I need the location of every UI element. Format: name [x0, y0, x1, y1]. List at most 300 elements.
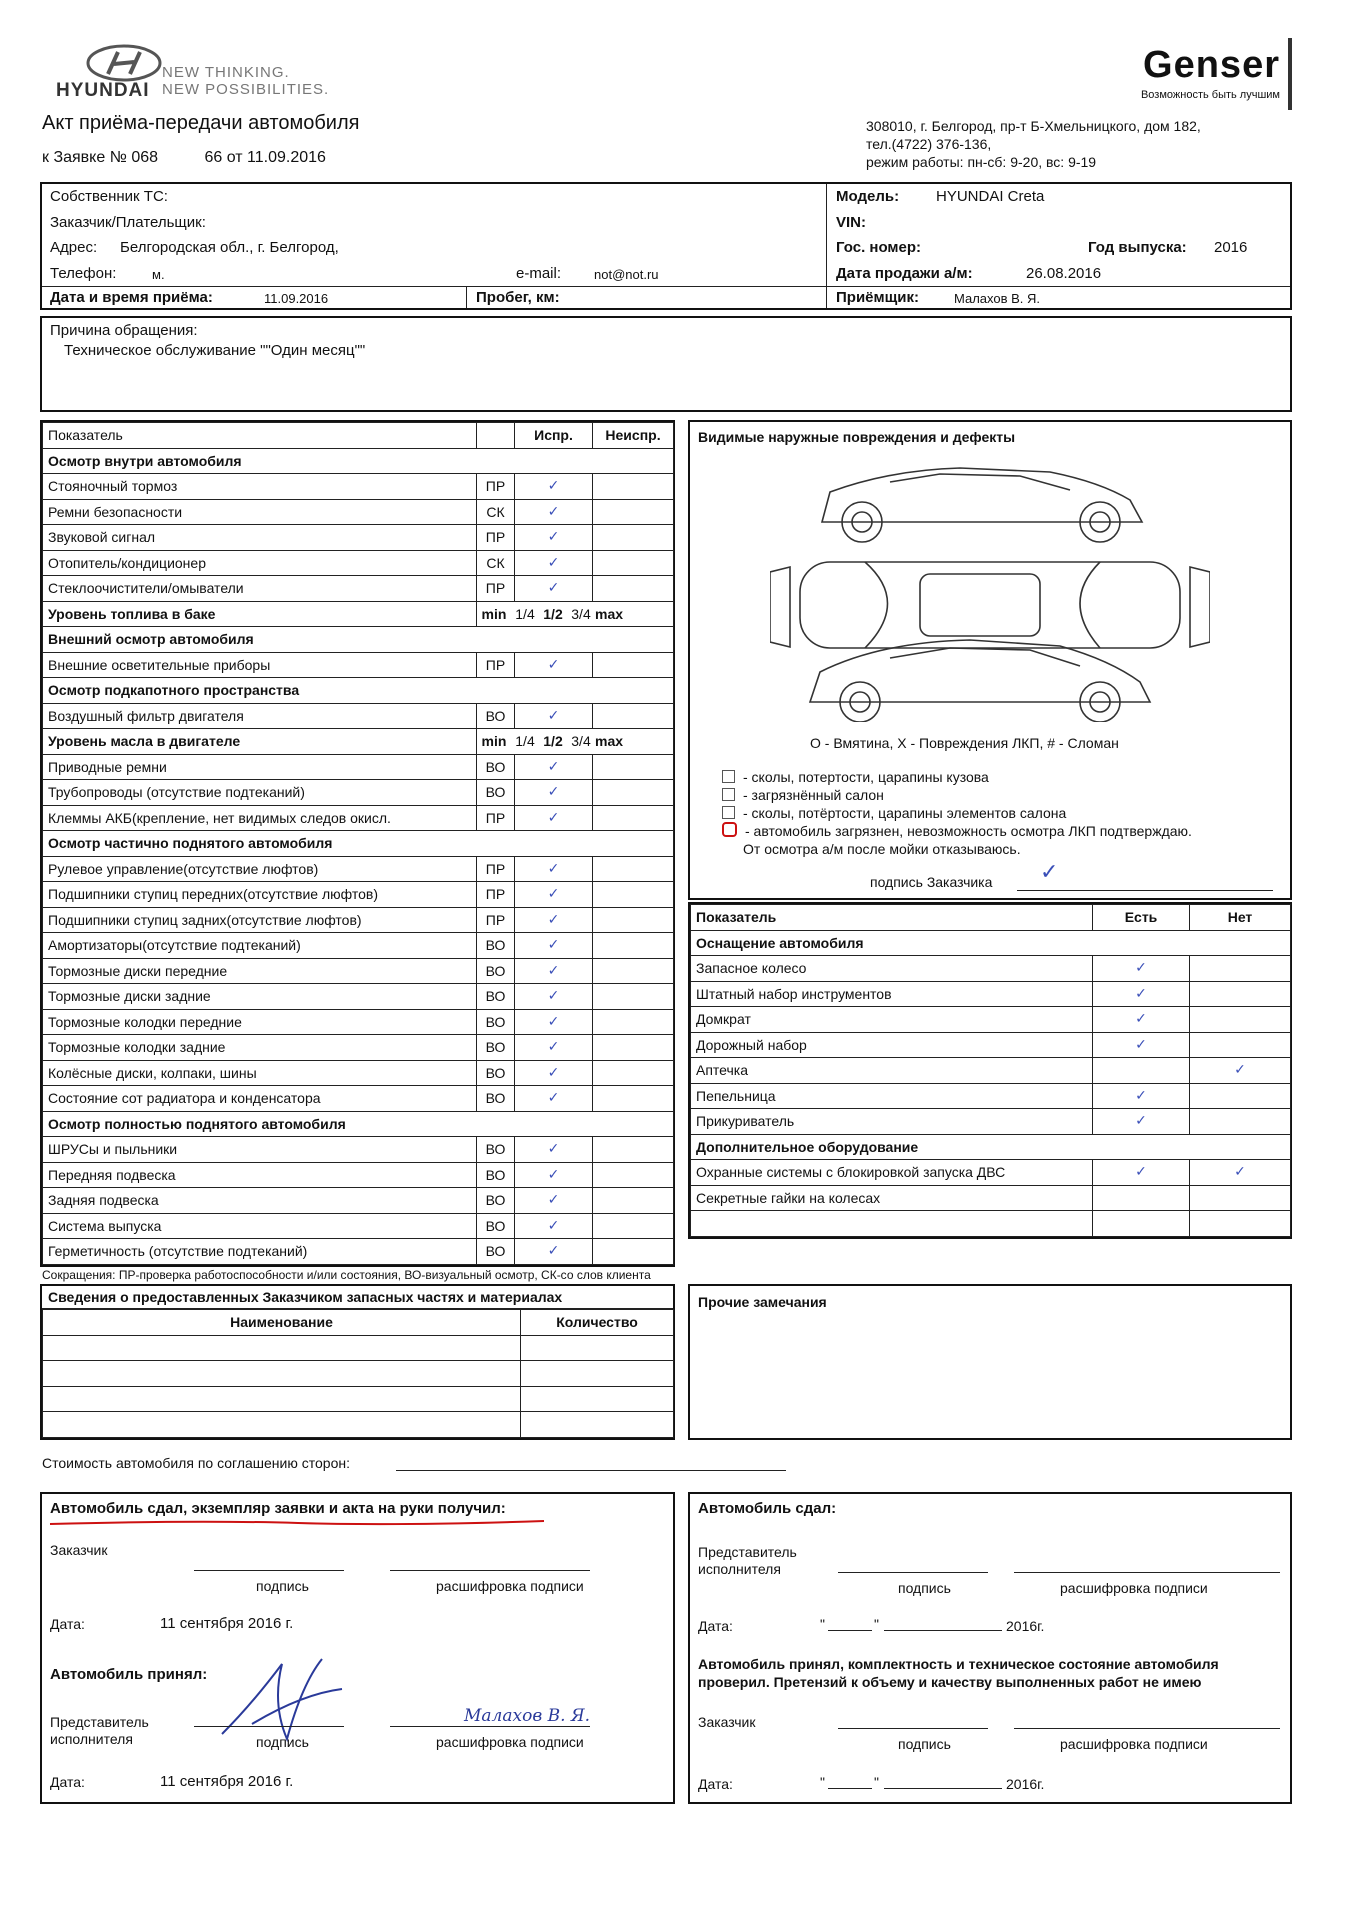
reason-value: Техническое обслуживание ""Один месяц"" — [64, 342, 366, 359]
dealer-name: Genser — [1143, 44, 1280, 86]
car-diagram-icon — [770, 452, 1210, 722]
level-label: Уровень топлива в баке — [43, 601, 477, 627]
inspection-row — [43, 933, 674, 959]
hyundai-logo — [44, 44, 344, 104]
bad-check[interactable] — [593, 499, 674, 525]
date-label-right-2: Дата: — [698, 1776, 733, 1792]
item-label: Клеммы АКБ(крепление, нет видимых следов окисл. — [43, 805, 477, 831]
rep-label-left-2: исполнителя — [50, 1731, 133, 1747]
ok-check[interactable]: ✓ — [515, 882, 593, 908]
dealer-phone: тел.(4722) 376-136, — [866, 136, 992, 152]
red-underline-icon — [48, 1518, 548, 1528]
rep-label-right-2: исполнителя — [698, 1561, 781, 1577]
inspection-row — [43, 525, 674, 551]
equipment-row — [691, 1211, 1291, 1237]
col-bad: Неиспр. — [593, 423, 674, 449]
ok-check[interactable]: ✓ — [515, 1188, 593, 1214]
checkbox-body-scratches[interactable] — [722, 770, 735, 783]
bad-check[interactable] — [593, 525, 674, 551]
cost-line — [396, 1470, 786, 1471]
equipment-label: Штатный набор инструментов — [691, 981, 1093, 1007]
inspection-table — [42, 422, 674, 1265]
dealer-logo — [1060, 44, 1280, 104]
inspection-row — [43, 1086, 674, 1112]
inspection-row — [43, 474, 674, 500]
ok-check[interactable]: ✓ — [515, 1060, 593, 1086]
bad-check[interactable] — [593, 984, 674, 1010]
ok-check[interactable]: ✓ — [515, 958, 593, 984]
rep-label-right-1: Представитель — [698, 1544, 797, 1560]
doc-title: Акт приёма-передачи автомобиля — [42, 112, 360, 134]
address-label: Адрес: — [50, 239, 98, 256]
sale-date-value: 26.08.2016 — [1026, 265, 1102, 282]
date-value-left-2: 11 сентября 2016 г. — [160, 1773, 294, 1790]
item-code: ПР — [477, 882, 515, 908]
ok-check[interactable]: ✓ — [515, 1239, 593, 1265]
inspection-row — [43, 1060, 674, 1086]
inspection-row — [43, 499, 674, 525]
yes-check[interactable] — [1093, 1211, 1190, 1237]
date-label-left-2: Дата: — [50, 1774, 85, 1790]
handover-right-box — [688, 1492, 1292, 1804]
date-close-right-2: " — [874, 1774, 879, 1790]
no-check[interactable] — [1190, 956, 1291, 982]
item-label: Амортизаторы(отсутствие подтеканий) — [43, 933, 477, 959]
parts-row — [43, 1412, 674, 1438]
equipment-label: Аптечка — [691, 1058, 1093, 1084]
inspection-row — [43, 652, 674, 678]
item-code: ВО — [477, 1009, 515, 1035]
owner-label: Собственник ТС: — [50, 188, 168, 205]
item-label: Стеклоочистители/омыватели — [43, 576, 477, 602]
bad-check[interactable] — [593, 754, 674, 780]
order-prefix: к Заявке № — [42, 149, 127, 166]
section-title: Внешний осмотр автомобиля — [43, 627, 674, 653]
section-title: Дополнительное оборудование — [691, 1134, 1291, 1160]
customer-label: Заказчик/Плательщик: — [50, 214, 206, 231]
item-code: ВО — [477, 933, 515, 959]
parts-row — [43, 1361, 674, 1387]
item-label: Подшипники ступиц передних(отсутствие люфтов) — [43, 882, 477, 908]
item-code: ПР — [477, 907, 515, 933]
level-row — [43, 601, 674, 627]
order-number: 068 — [131, 149, 159, 166]
sign-caption-1: подпись — [256, 1578, 309, 1594]
item-label: Колёсные диски, колпаки, шины — [43, 1060, 477, 1086]
level-option[interactable]: min — [481, 605, 507, 622]
sign-caption-2: подпись — [256, 1734, 309, 1750]
no-check[interactable] — [1190, 1211, 1291, 1237]
level-scale — [477, 729, 674, 755]
item-label: Тормозные колодки передние — [43, 1009, 477, 1035]
dealer-address: 308010, г. Белгород, пр-т Б-Хмельницкого, дом 182, — [866, 118, 1201, 134]
phone-value: м. — [152, 267, 165, 282]
item-code: ВО — [477, 958, 515, 984]
bad-check[interactable] — [593, 780, 674, 806]
equip-col-no: Нет — [1190, 905, 1291, 931]
bad-check[interactable] — [593, 1239, 674, 1265]
yes-check[interactable]: ✓ — [1093, 981, 1190, 1007]
bad-check[interactable] — [593, 1086, 674, 1112]
item-code: ПР — [477, 576, 515, 602]
model-label: Модель: — [836, 188, 900, 205]
item-label: Приводные ремни — [43, 754, 477, 780]
ok-check[interactable]: ✓ — [515, 499, 593, 525]
inspection-section-row — [43, 627, 674, 653]
ok-check[interactable]: ✓ — [515, 1162, 593, 1188]
equipment-row — [691, 956, 1291, 982]
sign-caption-right-2: подпись — [898, 1736, 951, 1752]
inspection-section-row — [43, 1111, 674, 1137]
order-ref — [42, 149, 326, 167]
level-option[interactable]: max — [595, 733, 624, 750]
customer-signature-mark: ✓ — [1040, 860, 1059, 885]
item-label: Подшипники ступиц задних(отсутствие люфтов) — [43, 907, 477, 933]
vin-label: VIN: — [836, 214, 866, 231]
bad-check[interactable] — [593, 1188, 674, 1214]
inspection-row — [43, 984, 674, 1010]
no-check[interactable] — [1190, 981, 1291, 1007]
item-label: Звуковой сигнал — [43, 525, 477, 551]
item-label: Тормозные диски задние — [43, 984, 477, 1010]
bad-check[interactable] — [593, 805, 674, 831]
dealer-address-block — [866, 117, 1201, 171]
item-label: Тормозные колодки задние — [43, 1035, 477, 1061]
item-label: Отопитель/кондиционер — [43, 550, 477, 576]
email-value: not@not.ru — [594, 267, 659, 282]
equipment-label: Охранные системы с блокировкой запуска ДВС — [691, 1160, 1093, 1186]
ok-check[interactable]: ✓ — [515, 1035, 593, 1061]
item-code: ВО — [477, 780, 515, 806]
level-row — [43, 729, 674, 755]
ok-check[interactable]: ✓ — [515, 1137, 593, 1163]
date-open-right-2: " — [820, 1774, 825, 1790]
datetime-value: 11.09.2016 — [264, 291, 329, 306]
brand-tagline-1: NEW THINKING. — [162, 64, 290, 81]
ok-check[interactable]: ✓ — [515, 576, 593, 602]
item-label: Трубопроводы (отсутствие подтеканий) — [43, 780, 477, 806]
yes-check[interactable]: ✓ — [1093, 956, 1190, 982]
date-label-left-1: Дата: — [50, 1616, 85, 1632]
section-title: Осмотр подкапотного пространства — [43, 678, 674, 704]
level-option[interactable]: 1/2 — [543, 605, 563, 622]
sign-caption-right-1: подпись — [898, 1580, 951, 1596]
inspection-row — [43, 1213, 674, 1239]
checkbox-dirty-interior[interactable] — [722, 788, 735, 801]
model-value: HYUNDAI Creta — [936, 188, 1045, 205]
item-label: ШРУСы и пыльники — [43, 1137, 477, 1163]
item-code: ВО — [477, 984, 515, 1010]
inspection-row — [43, 1188, 674, 1214]
item-code: ВО — [477, 1137, 515, 1163]
yes-check[interactable]: ✓ — [1093, 1032, 1190, 1058]
equipment-row — [691, 1185, 1291, 1211]
brand-tagline-2: NEW POSSIBILITIES. — [162, 81, 330, 98]
inspection-row — [43, 780, 674, 806]
item-label: Рулевое управление(отсутствие люфтов) — [43, 856, 477, 882]
decode-caption-right-1: расшифровка подписи — [1060, 1580, 1208, 1596]
item-code: ВО — [477, 754, 515, 780]
ok-check[interactable]: ✓ — [515, 1009, 593, 1035]
item-label: Герметичность (отсутствие подтеканий) — [43, 1239, 477, 1265]
equipment-row — [691, 1109, 1291, 1135]
ok-check[interactable]: ✓ — [515, 525, 593, 551]
handover-left-box — [40, 1492, 675, 1804]
level-label: Уровень масла в двигателе — [43, 729, 477, 755]
section-title: Осмотр полностью поднятого автомобиля — [43, 1111, 674, 1137]
accepted-text-right-1: Автомобиль принял, комплектность и техническое состояние автомобиля — [698, 1656, 1219, 1672]
level-option[interactable]: 1/2 — [543, 733, 563, 750]
item-label: Внешние осветительные приборы — [43, 652, 477, 678]
client-info-box — [40, 182, 1292, 310]
equipment-table-wrap — [688, 902, 1292, 1239]
option-extra-text: От осмотра а/м после мойки отказываюсь. — [743, 841, 1021, 857]
item-code: ВО — [477, 703, 515, 729]
plate-label: Гос. номер: — [836, 239, 922, 256]
bad-check[interactable] — [593, 1035, 674, 1061]
parts-col-qty: Количество — [521, 1310, 674, 1336]
no-check[interactable] — [1190, 1185, 1291, 1211]
option-dirty-interior: - загрязнённый салон — [722, 786, 1192, 804]
accepted-title-left: Автомобиль принял: — [50, 1666, 208, 1683]
bad-check[interactable] — [593, 882, 674, 908]
equipment-row — [691, 1032, 1291, 1058]
item-code: СК — [477, 550, 515, 576]
inspection-section-row — [43, 678, 674, 704]
dealer-slogan: Возможность быть лучшим — [1140, 89, 1280, 101]
yes-check[interactable]: ✓ — [1093, 1160, 1190, 1186]
parts-title: Сведения о предоставленных Заказчиком запасных частях и материалах — [42, 1286, 673, 1309]
date-year-right-1: 2016г. — [1006, 1618, 1045, 1634]
no-check[interactable]: ✓ — [1190, 1058, 1291, 1084]
customer-label-left: Заказчик — [50, 1542, 108, 1558]
inspection-row — [43, 856, 674, 882]
year-value: 2016 — [1214, 239, 1248, 256]
inspection-row — [43, 958, 674, 984]
decode-caption-2: расшифровка подписи — [436, 1734, 584, 1750]
bad-check[interactable] — [593, 907, 674, 933]
decode-caption-1: расшифровка подписи — [436, 1578, 584, 1594]
year-label: Год выпуска: — [1088, 239, 1187, 256]
remarks-box — [688, 1284, 1292, 1440]
item-code: ПР — [477, 652, 515, 678]
yes-check[interactable] — [1093, 1058, 1190, 1084]
inspection-row — [43, 754, 674, 780]
receiver-value: Малахов В. Я. — [954, 291, 1041, 306]
yes-check[interactable]: ✓ — [1093, 1109, 1190, 1135]
customer-signature-label: подпись Заказчика — [870, 874, 993, 890]
date-open-right-1: " — [820, 1616, 825, 1632]
bad-check[interactable] — [593, 856, 674, 882]
item-code: ПР — [477, 805, 515, 831]
equipment-label: Запасное колесо — [691, 956, 1093, 982]
parts-row — [43, 1386, 674, 1412]
ok-check[interactable]: ✓ — [515, 805, 593, 831]
equipment-row — [691, 981, 1291, 1007]
section-title: Осмотр внутри автомобиля — [43, 448, 674, 474]
inspection-row — [43, 1137, 674, 1163]
ok-check[interactable]: ✓ — [515, 652, 593, 678]
inspection-row — [43, 550, 674, 576]
ok-check[interactable]: ✓ — [515, 907, 593, 933]
bad-check[interactable] — [593, 1213, 674, 1239]
inspection-section-row — [43, 448, 674, 474]
mileage-label: Пробег, км: — [476, 289, 560, 306]
inspection-row — [43, 907, 674, 933]
equipment-label: Пепельница — [691, 1083, 1093, 1109]
equipment-row — [691, 1160, 1291, 1186]
level-option[interactable]: 3/4 — [571, 733, 591, 750]
section-title: Осмотр частично поднятого автомобиля — [43, 831, 674, 857]
checkbox-dirty-car[interactable] — [722, 822, 737, 837]
handover-left-title: Автомобиль сдал, экземпляр заявки и акта на руки получил: — [50, 1500, 506, 1517]
rep-label-left-1: Представитель — [50, 1714, 149, 1730]
bad-check[interactable] — [593, 576, 674, 602]
damage-title: Видимые наружные повреждения и дефекты — [698, 429, 1016, 445]
email-label: e-mail: — [516, 265, 562, 282]
item-code: СК — [477, 499, 515, 525]
ok-check[interactable]: ✓ — [515, 984, 593, 1010]
ok-check[interactable]: ✓ — [515, 780, 593, 806]
dealer-hours: режим работы: пн-сб: 9-20, вс: 9-19 — [866, 154, 1097, 170]
inspection-row — [43, 805, 674, 831]
item-code: ВО — [477, 1213, 515, 1239]
bad-check[interactable] — [593, 1162, 674, 1188]
item-label: Передняя подвеска — [43, 1162, 477, 1188]
cost-label: Стоимость автомобиля по соглашению сторон: — [42, 1455, 350, 1471]
equipment-section-row — [691, 930, 1291, 956]
item-code: ПР — [477, 474, 515, 500]
inspection-row — [43, 1009, 674, 1035]
date-value-left-1: 11 сентября 2016 г. — [160, 1615, 294, 1632]
handover-right-title: Автомобиль сдал: — [698, 1500, 837, 1517]
abbreviations-note: Сокращения: ПР-проверка работоспособности и/или состояния, ВО-визуальный осмотр, СК-со слов клиента — [42, 1268, 651, 1282]
bad-check[interactable] — [593, 933, 674, 959]
item-code: ВО — [477, 1188, 515, 1214]
phone-label: Телефон: — [50, 265, 117, 282]
decode-caption-right-2: расшифровка подписи — [1060, 1736, 1208, 1752]
ok-check[interactable]: ✓ — [515, 754, 593, 780]
date-year-right-2: 2016г. — [1006, 1776, 1045, 1792]
item-code: ПР — [477, 856, 515, 882]
inspection-table-wrap — [40, 420, 675, 1267]
parts-table — [42, 1309, 674, 1438]
bad-check[interactable] — [593, 474, 674, 500]
bad-check[interactable] — [593, 1137, 674, 1163]
item-label: Тормозные диски передние — [43, 958, 477, 984]
no-check[interactable] — [1190, 1007, 1291, 1033]
yes-check[interactable] — [1093, 1185, 1190, 1211]
accepted-text-right-2: проверил. Претензий к объему и качеству выполненных работ не имею — [698, 1674, 1202, 1690]
ok-check[interactable]: ✓ — [515, 550, 593, 576]
damage-box — [688, 420, 1292, 900]
equipment-label: Прикуриватель — [691, 1109, 1093, 1135]
no-check[interactable]: ✓ — [1190, 1160, 1291, 1186]
bad-check[interactable] — [593, 550, 674, 576]
item-code: ВО — [477, 1086, 515, 1112]
item-label: Ремни безопасности — [43, 499, 477, 525]
inspection-row — [43, 1239, 674, 1265]
equipment-label: Секретные гайки на колесах — [691, 1185, 1093, 1211]
ok-check[interactable]: ✓ — [515, 703, 593, 729]
item-code: ПР — [477, 525, 515, 551]
rep-name-left: Малахов В. Я. — [464, 1706, 591, 1726]
parts-row — [43, 1335, 674, 1361]
option-body-scratches: - сколы, потертости, царапины кузова — [722, 768, 1192, 786]
equip-col-yes: Есть — [1093, 905, 1190, 931]
inspection-section-row — [43, 831, 674, 857]
level-option[interactable]: max — [595, 605, 624, 622]
level-option[interactable]: 1/4 — [515, 733, 535, 750]
damage-legend: О - Вмятина, Х - Повреждения ЛКП, # - Сломан — [810, 735, 1119, 751]
level-option[interactable]: min — [481, 733, 507, 750]
equip-col-indicator: Показатель — [691, 905, 1093, 931]
reason-box — [40, 316, 1292, 412]
item-code: ВО — [477, 1162, 515, 1188]
sale-date-label: Дата продажи а/м: — [836, 265, 973, 282]
no-check[interactable] — [1190, 1083, 1291, 1109]
item-label: Воздушный фильтр двигателя — [43, 703, 477, 729]
date-label-right-1: Дата: — [698, 1618, 733, 1634]
ok-check[interactable]: ✓ — [515, 1086, 593, 1112]
checkbox-interior-scratches[interactable] — [722, 806, 735, 819]
receiver-label: Приёмщик: — [836, 289, 919, 306]
equipment-row — [691, 1007, 1291, 1033]
item-code: ВО — [477, 1239, 515, 1265]
equipment-row — [691, 1058, 1291, 1084]
item-code: ВО — [477, 1035, 515, 1061]
address-value: Белгородская обл., г. Белгород, — [120, 239, 339, 256]
remarks-title: Прочие замечания — [698, 1294, 827, 1310]
order-suffix: 66 от 11.09.2016 — [204, 149, 326, 166]
inspection-row — [43, 576, 674, 602]
inspection-row — [43, 1035, 674, 1061]
item-label: Система выпуска — [43, 1213, 477, 1239]
inspection-row — [43, 703, 674, 729]
ok-check[interactable]: ✓ — [515, 474, 593, 500]
item-code: ВО — [477, 1060, 515, 1086]
bad-check[interactable] — [593, 1060, 674, 1086]
equipment-row — [691, 1083, 1291, 1109]
yes-check[interactable]: ✓ — [1093, 1083, 1190, 1109]
bad-check[interactable] — [593, 703, 674, 729]
ok-check[interactable]: ✓ — [515, 933, 593, 959]
bad-check[interactable] — [593, 652, 674, 678]
brand-name: HYUNDAI — [56, 80, 150, 101]
ok-check[interactable]: ✓ — [515, 856, 593, 882]
inspection-row — [43, 882, 674, 908]
reason-label: Причина обращения: — [50, 322, 198, 339]
bad-check[interactable] — [593, 1009, 674, 1035]
option-dirty-car: - автомобиль загрязнен, невозможность осмотра ЛКП подтверждаю. — [722, 822, 1192, 840]
damage-options — [722, 768, 1192, 858]
col-ok: Испр. — [515, 423, 593, 449]
equipment-table — [690, 904, 1291, 1237]
bad-check[interactable] — [593, 958, 674, 984]
ok-check[interactable]: ✓ — [515, 1213, 593, 1239]
level-option[interactable]: 3/4 — [571, 605, 591, 622]
inspection-row — [43, 1162, 674, 1188]
section-title: Оснащение автомобиля — [691, 930, 1291, 956]
item-label: Состояние сот радиатора и конденсатора — [43, 1086, 477, 1112]
level-option[interactable]: 1/4 — [515, 605, 535, 622]
yes-check[interactable]: ✓ — [1093, 1007, 1190, 1033]
no-check[interactable] — [1190, 1032, 1291, 1058]
date-close-right-1: " — [874, 1616, 879, 1632]
parts-table-wrap — [40, 1284, 675, 1440]
equipment-label: Домкрат — [691, 1007, 1093, 1033]
no-check[interactable] — [1190, 1109, 1291, 1135]
